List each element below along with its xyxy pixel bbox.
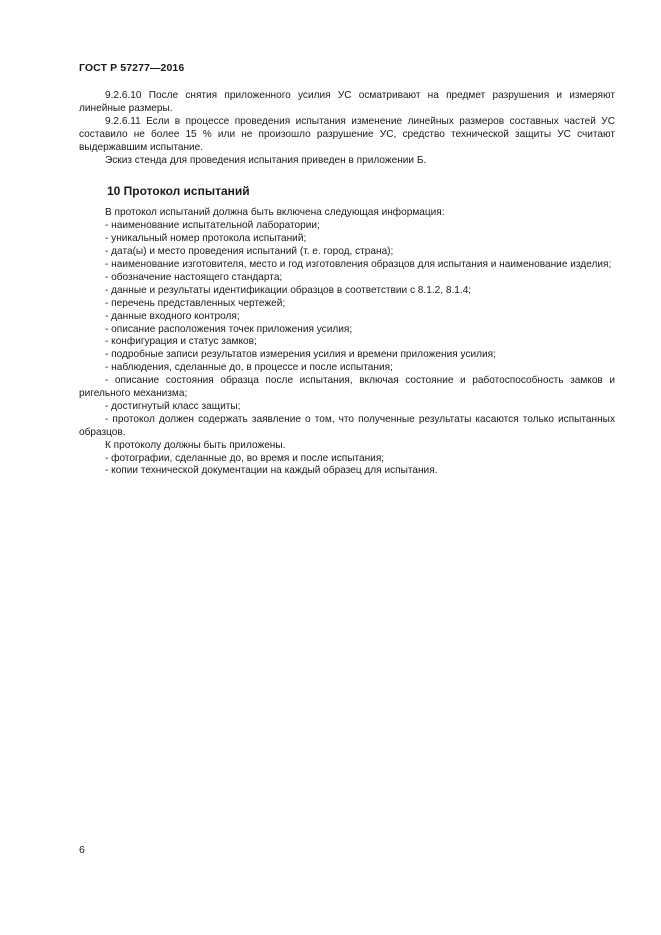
list-item: - достигнутый класс защиты; xyxy=(105,400,241,412)
list-item: - данные и результаты идентификации образцов в соответствии с 8.1.2, 8.1.4; xyxy=(105,284,472,296)
list-item: - описание состояния образца после испытания, включая состояние и работоспособность замков и ригельного механизма; xyxy=(79,375,615,400)
list-item: - перечень представленных чертежей; xyxy=(105,297,286,309)
list-item: - наименование испытательной лаборатории; xyxy=(105,220,320,232)
protocol-intro: В протокол испытаний должна быть включена следующая информация: xyxy=(105,207,445,219)
list-item: - данные входного контроля; xyxy=(105,310,240,322)
list-item: - обозначение настоящего стандарта; xyxy=(105,271,283,283)
attachment-item: - фотографии, сделанные до, во время и после испытания; xyxy=(105,452,385,464)
paragraph-9-2-6-10: 9.2.6.10 После снятия приложенного усилия УС осматривают на предмет разрушения и измеряют линейные размеры. xyxy=(79,90,615,114)
page-number: 6 xyxy=(79,844,85,856)
list-item: - конфигурация и статус замков; xyxy=(105,336,257,348)
list-item: - уникальный номер протокола испытаний; xyxy=(105,233,307,245)
attachments-intro: К протоколу должны быть приложены. xyxy=(105,439,286,451)
list-item: - подробные записи результатов измерения усилия и времени приложения усилия; xyxy=(105,349,496,361)
list-item: - наблюдения, сделанные до, в процессе и после испытания; xyxy=(105,362,393,374)
page-content xyxy=(79,90,615,478)
paragraph-9-2-6-11: 9.2.6.11 Если в процессе проведения испытания изменение линейных размеров составных частей УС составило не более 15 % или не произошло разрушение УС, средство технической защиты УС считают выдержавшим испытание. xyxy=(79,115,615,153)
document-header: ГОСТ Р 57277—2016 xyxy=(79,62,185,74)
list-item: - описание расположения точек приложения усилия; xyxy=(105,323,353,335)
attachment-item: - копии технической документации на каждый образец для испытания. xyxy=(105,465,438,477)
list-item: - наименование изготовителя, место и год изготовления образцов для испытания и наименование изделия; xyxy=(105,258,612,270)
paragraph-sketch-reference: Эскиз стенда для проведения испытания приведен в приложении Б. xyxy=(105,154,427,166)
list-item: - протокол должен содержать заявление о том, что полученные результаты касаются только испытанных образцов. xyxy=(79,413,615,438)
list-item: - дата(ы) и место проведения испытаний (т. е. город, страна); xyxy=(105,246,394,258)
section-title: 10 Протокол испытаний xyxy=(107,184,250,199)
